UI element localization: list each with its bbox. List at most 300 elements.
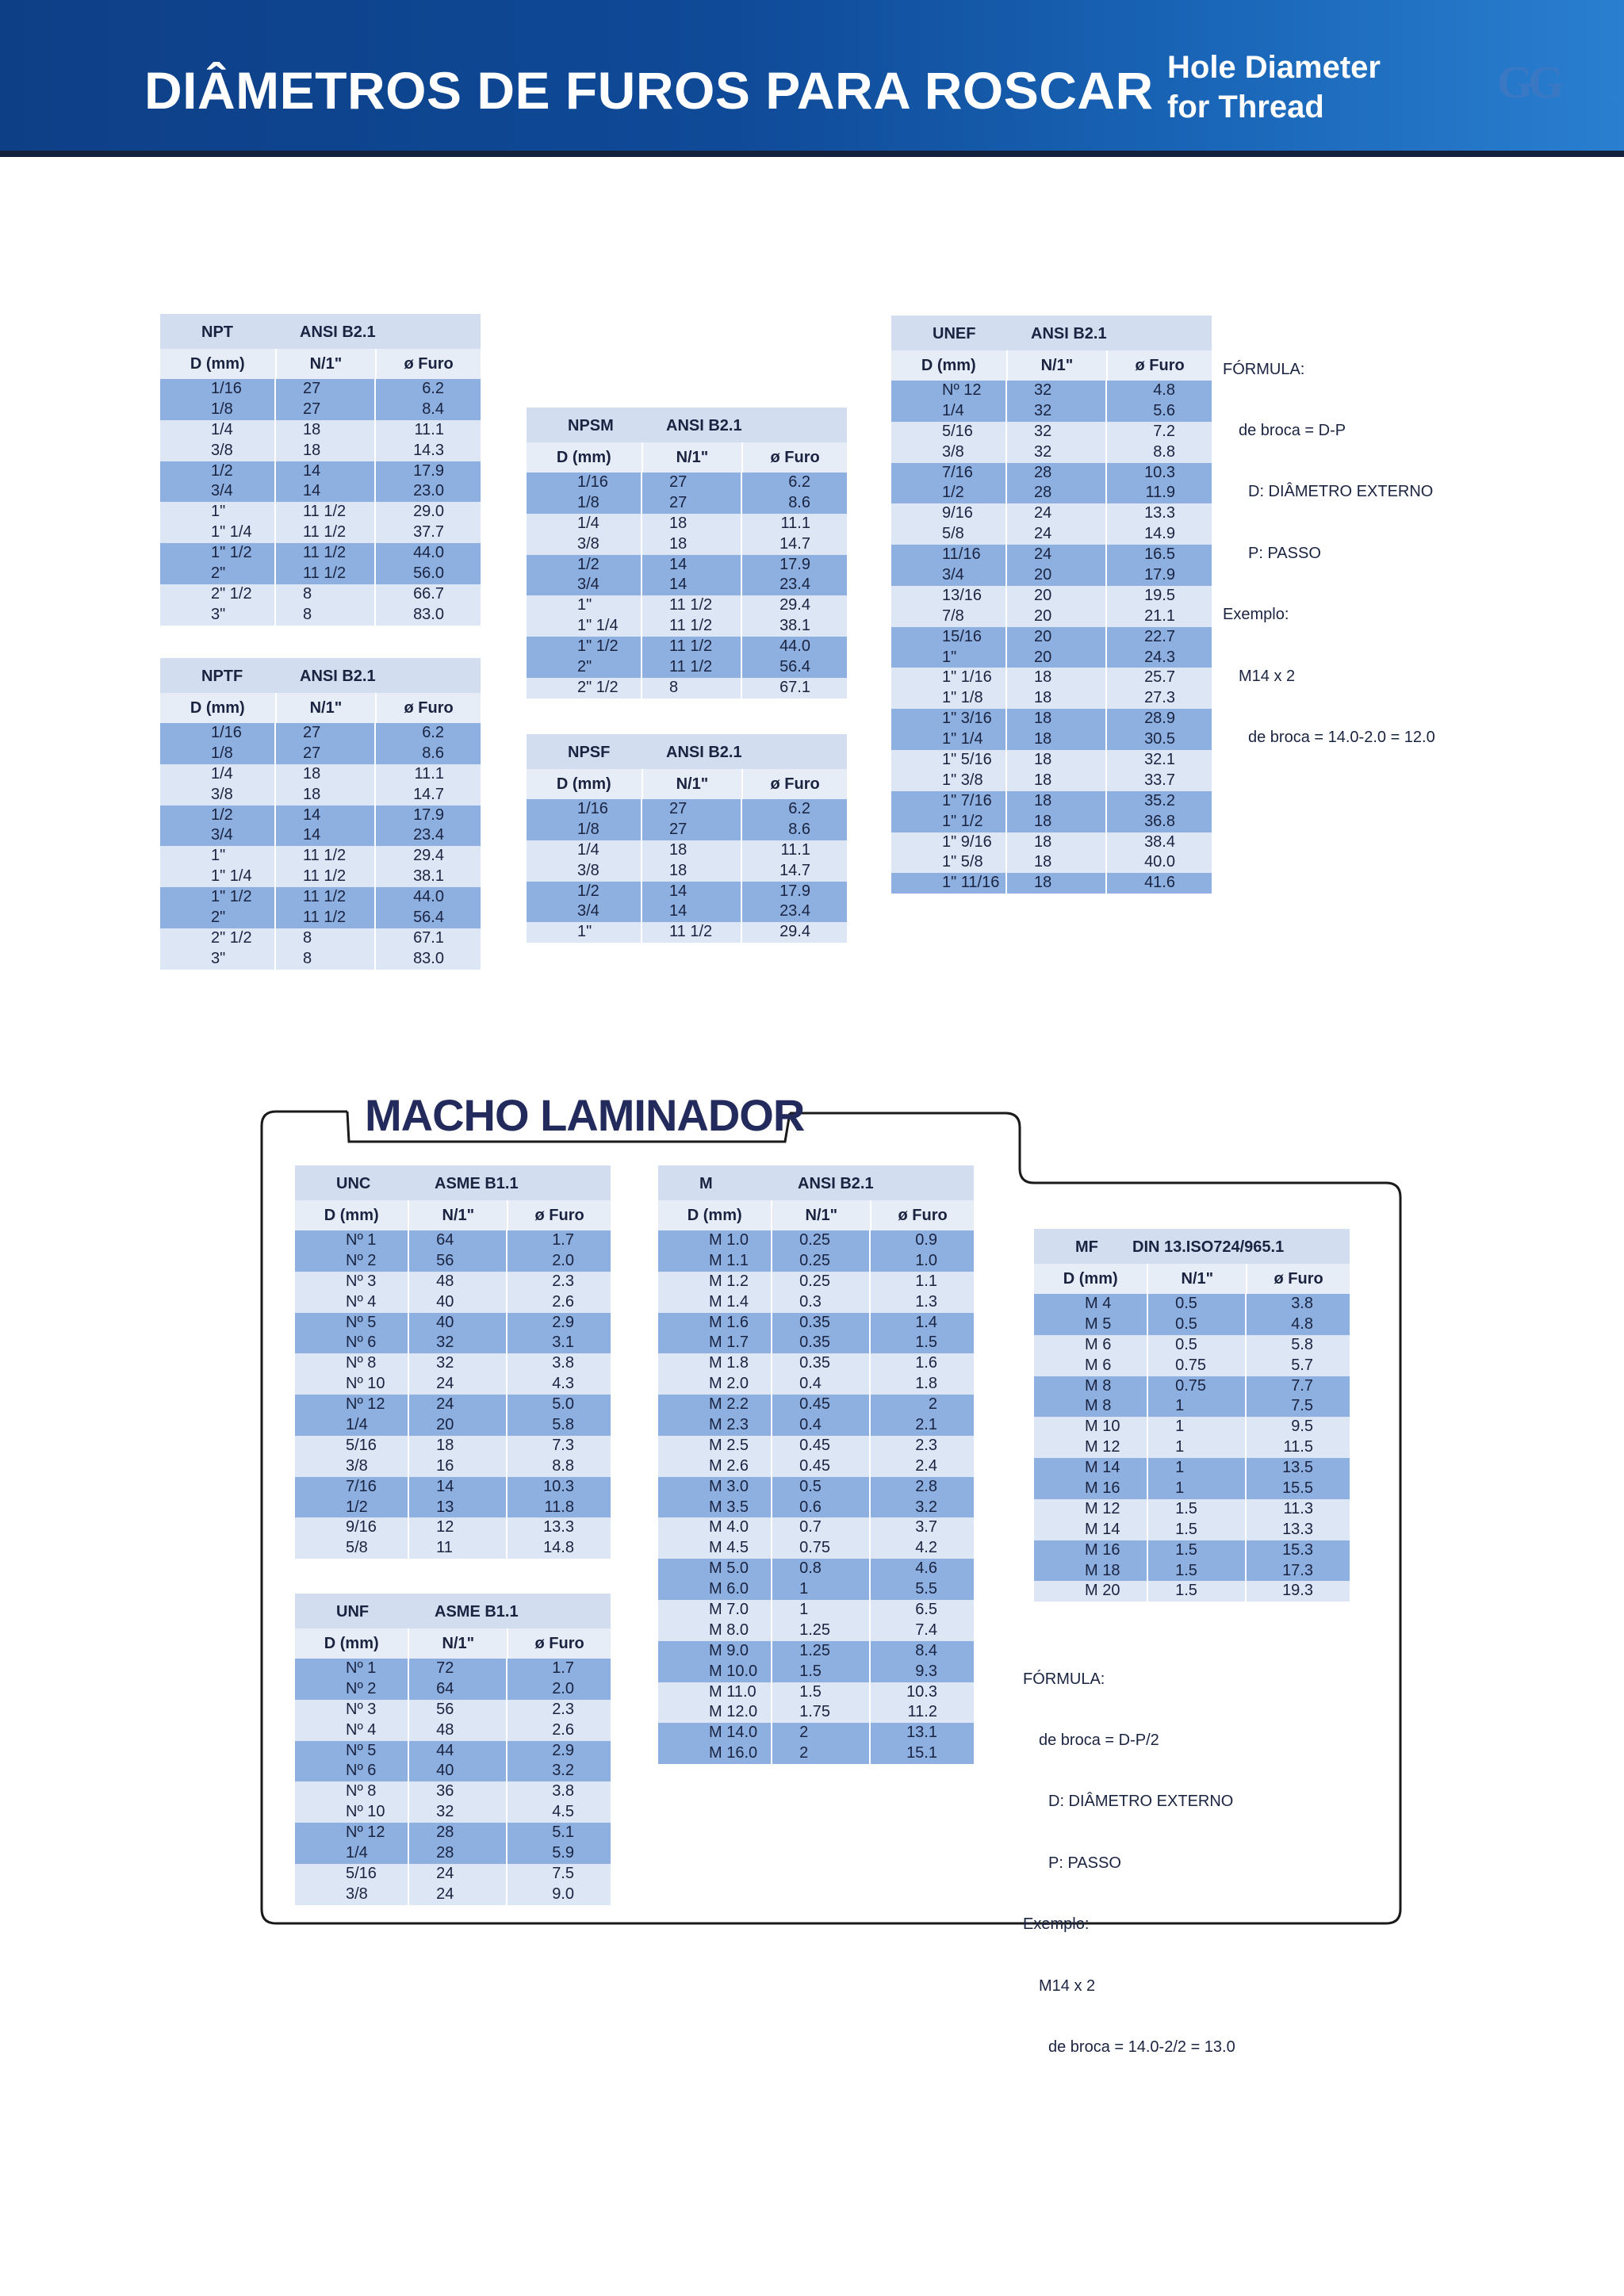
table-row — [295, 1741, 611, 1762]
cell-hole: 4.3 — [552, 1375, 574, 1393]
table-row — [160, 928, 481, 949]
table-row — [891, 545, 1212, 565]
cell-threads: 0.5 — [772, 1477, 871, 1498]
cell-threads: 0.5 — [1148, 1335, 1247, 1356]
cell-diameter: 5/16 — [891, 422, 1007, 442]
table-row — [160, 825, 481, 846]
table-mf — [1034, 1229, 1350, 1601]
cell-threads: 11 1/2 — [276, 502, 376, 522]
cell-threads: 0.75 — [1148, 1356, 1247, 1376]
cell-diameter: M 12 — [1034, 1437, 1148, 1458]
cell-diameter: 1" 9/16 — [891, 832, 1007, 853]
column-header-d: D (mm) — [295, 1628, 409, 1659]
cell-diameter: 3/8 — [160, 441, 276, 461]
table-row — [891, 648, 1212, 668]
cell-hole: 10.3 — [906, 1682, 937, 1701]
cell-hole: 19.5 — [1144, 586, 1175, 604]
cell-threads: 24 — [1007, 503, 1107, 524]
cell-threads: 27 — [642, 493, 742, 514]
cell-threads: 20 — [1007, 627, 1107, 648]
table-row — [658, 1559, 974, 1579]
table-unef — [891, 316, 1212, 894]
table-row — [295, 1659, 611, 1679]
cell-threads: 24 — [1007, 545, 1107, 565]
table-row — [891, 422, 1212, 442]
table-row — [891, 401, 1212, 422]
column-headers — [295, 1628, 611, 1659]
cell-hole: 6.2 — [422, 724, 444, 741]
cell-hole: 13.3 — [1144, 504, 1175, 522]
cell-hole: 17.9 — [1144, 566, 1175, 584]
cell-threads: 27 — [276, 400, 376, 420]
table-row — [658, 1456, 974, 1477]
cell-diameter: 2" 1/2 — [160, 928, 276, 949]
cell-threads: 0.5 — [1148, 1314, 1247, 1335]
table-row — [658, 1251, 974, 1272]
cell-hole: 5.1 — [552, 1823, 574, 1842]
cell-threads: 16 — [409, 1456, 508, 1477]
cell-threads: 18 — [276, 785, 376, 806]
cell-hole: 4.2 — [915, 1539, 937, 1557]
table-row — [295, 1251, 611, 1272]
table-npsf — [527, 734, 847, 943]
table-row — [295, 1761, 611, 1781]
table-row — [1034, 1520, 1350, 1540]
cell-threads: 24 — [409, 1374, 508, 1395]
cell-hole: 17.9 — [779, 882, 810, 900]
cell-diameter: 7/16 — [295, 1477, 409, 1498]
table-header — [527, 734, 847, 769]
cell-diameter: 1" 1/8 — [891, 688, 1007, 709]
cell-hole: 2.8 — [915, 1477, 937, 1495]
table-row — [295, 1313, 611, 1334]
cell-diameter: 1/16 — [527, 799, 642, 820]
cell-diameter: 5/16 — [295, 1436, 409, 1456]
table-row — [891, 627, 1212, 648]
cell-diameter: M 1.8 — [658, 1353, 772, 1374]
cell-hole: 14.9 — [1144, 525, 1175, 543]
example-result: de broca = 14.0-2.0 = 12.0 — [1248, 728, 1435, 746]
cell-threads: 72 — [409, 1659, 508, 1679]
table-row — [527, 575, 847, 595]
cell-hole: 44.0 — [779, 637, 810, 656]
cell-diameter: 1" 1/2 — [527, 637, 642, 657]
table-header — [295, 1165, 611, 1200]
cell-diameter: M 8 — [1034, 1376, 1148, 1397]
table-row — [160, 867, 481, 887]
cell-hole: 11.2 — [907, 1703, 937, 1721]
cell-threads: 28 — [409, 1843, 508, 1864]
table-row — [1034, 1437, 1350, 1458]
cell-hole: 2.6 — [552, 1292, 574, 1311]
cell-threads: 14 — [409, 1477, 508, 1498]
cell-threads: 18 — [1007, 668, 1107, 688]
cell-diameter: 1/8 — [160, 744, 276, 764]
table-row — [891, 463, 1212, 484]
cell-threads: 1 — [772, 1600, 871, 1621]
table-row — [658, 1600, 974, 1621]
cell-hole: 29.4 — [413, 847, 444, 865]
cell-threads: 1.5 — [772, 1662, 871, 1682]
cell-hole: 17.9 — [779, 555, 810, 573]
cell-hole: 25.7 — [1144, 668, 1175, 687]
table-row — [527, 901, 847, 922]
cell-threads: 18 — [409, 1436, 508, 1456]
cell-diameter: Nº 8 — [295, 1781, 409, 1802]
formula-top — [1223, 319, 1435, 769]
cell-hole: 15.3 — [1282, 1540, 1313, 1559]
cell-threads: 0.35 — [772, 1333, 871, 1353]
cell-threads: 0.25 — [772, 1230, 871, 1251]
cell-diameter: 2" 1/2 — [160, 584, 276, 605]
cell-threads: 27 — [642, 820, 742, 840]
cell-threads: 14 — [642, 901, 742, 922]
cell-hole: 38.1 — [413, 867, 444, 886]
cell-hole: 11.1 — [780, 840, 810, 859]
cell-threads: 11 1/2 — [276, 887, 376, 908]
table-row — [891, 771, 1212, 791]
cell-hole: 56.0 — [413, 564, 444, 583]
cell-diameter: 1" — [160, 846, 276, 867]
cell-threads: 1 — [1148, 1458, 1247, 1479]
cell-threads: 8 — [276, 584, 376, 605]
cell-hole: 27.3 — [1144, 689, 1175, 707]
cell-hole: 67.1 — [779, 678, 810, 696]
cell-hole: 3.2 — [552, 1762, 574, 1780]
table-row — [295, 1415, 611, 1436]
table-row — [527, 595, 847, 616]
column-header-d: D (mm) — [527, 769, 643, 799]
cell-hole: 29.0 — [413, 503, 444, 521]
cell-diameter: M 2.3 — [658, 1415, 772, 1436]
table-row — [891, 852, 1212, 873]
cell-diameter: 1" 1/16 — [891, 668, 1007, 688]
cell-diameter: Nº 12 — [295, 1823, 409, 1843]
table-row — [160, 461, 481, 482]
cell-threads: 0.8 — [772, 1559, 871, 1579]
cell-diameter: 3/4 — [527, 901, 642, 922]
column-header-n: N/1" — [643, 442, 744, 473]
table-row — [658, 1477, 974, 1498]
cell-hole: 11.3 — [1283, 1499, 1313, 1517]
cell-hole: 35.2 — [1144, 791, 1175, 809]
table-row — [891, 750, 1212, 771]
cell-diameter: 1" 11/16 — [891, 873, 1007, 894]
table-row — [891, 503, 1212, 524]
table-header — [891, 316, 1212, 350]
table-header — [160, 314, 481, 349]
column-header-furo: ø Furo — [898, 1207, 948, 1224]
cell-hole: 23.4 — [779, 902, 810, 920]
cell-diameter: M 12.0 — [658, 1702, 772, 1723]
cell-hole: 11.1 — [414, 420, 444, 438]
cell-threads: 32 — [409, 1333, 508, 1353]
cell-hole: 32.1 — [1144, 751, 1175, 769]
cell-threads: 40 — [409, 1761, 508, 1781]
table-row — [295, 1230, 611, 1251]
cell-threads: 1.5 — [1148, 1520, 1247, 1540]
cell-hole: 40.0 — [1144, 853, 1175, 871]
formula-expression: de broca = D-P — [1239, 421, 1346, 439]
cell-threads: 14 — [276, 481, 376, 502]
page-title: DIÂMETROS DE FUROS PARA ROSCAR — [144, 61, 1154, 120]
cell-hole: 83.0 — [413, 605, 444, 623]
cell-hole: 7.4 — [915, 1621, 937, 1639]
cell-threads: 36 — [409, 1781, 508, 1802]
cell-threads: 27 — [642, 799, 742, 820]
cell-threads: 13 — [409, 1498, 508, 1518]
cell-diameter: 7/8 — [891, 607, 1007, 627]
cell-threads: 8 — [276, 949, 376, 970]
cell-diameter: 3/8 — [160, 785, 276, 806]
cell-diameter: Nº 6 — [295, 1333, 409, 1353]
cell-hole: 11.1 — [414, 764, 444, 783]
cell-diameter: 1/4 — [295, 1415, 409, 1436]
table-name: NPSF — [568, 744, 611, 761]
table-row — [891, 565, 1212, 586]
cell-diameter: 3/8 — [295, 1885, 409, 1905]
column-header-furo: ø Furo — [770, 775, 820, 793]
cell-diameter: 1/8 — [527, 493, 642, 514]
cell-threads: 40 — [409, 1313, 508, 1334]
column-header-n: N/1" — [772, 1200, 871, 1230]
table-row — [658, 1415, 974, 1436]
table-name: NPT — [201, 323, 233, 341]
table-row — [295, 1456, 611, 1477]
formula-bottom — [1023, 1628, 1235, 2079]
table-row — [658, 1682, 974, 1703]
table-row — [658, 1395, 974, 1415]
table-row — [1034, 1314, 1350, 1335]
cell-threads: 18 — [1007, 812, 1107, 832]
formula-p-legend: P: PASSO — [1048, 1854, 1121, 1872]
cell-threads: 32 — [409, 1802, 508, 1823]
table-row — [527, 840, 847, 861]
cell-threads: 32 — [1007, 381, 1107, 401]
table-row — [658, 1517, 974, 1538]
cell-diameter: M 2.2 — [658, 1395, 772, 1415]
table-row — [891, 668, 1212, 688]
cell-threads: 18 — [276, 764, 376, 785]
table-row — [658, 1579, 974, 1600]
table-row — [295, 1864, 611, 1885]
cell-threads: 2 — [772, 1723, 871, 1743]
cell-hole: 22.7 — [1144, 627, 1175, 645]
cell-threads: 14 — [642, 882, 742, 902]
cell-threads: 11 1/2 — [642, 637, 742, 657]
cell-hole: 8.4 — [422, 400, 444, 418]
table-row — [295, 1781, 611, 1802]
cell-threads: 14 — [642, 575, 742, 595]
cell-hole: 2.3 — [552, 1272, 574, 1290]
cell-threads: 11 1/2 — [642, 922, 742, 943]
cell-hole: 6.2 — [788, 800, 810, 817]
cell-hole: 14.8 — [543, 1539, 574, 1557]
cell-hole: 5.6 — [1153, 401, 1175, 419]
cell-diameter: M 3.5 — [658, 1498, 772, 1518]
cell-threads: 8 — [642, 678, 742, 698]
cell-hole: 17.9 — [413, 806, 444, 824]
cell-threads: 18 — [1007, 709, 1107, 729]
cell-hole: 33.7 — [1144, 771, 1175, 789]
cell-diameter: 15/16 — [891, 627, 1007, 648]
cell-diameter: 1/4 — [527, 840, 642, 861]
cell-threads: 27 — [642, 473, 742, 493]
table-row — [527, 820, 847, 840]
table-name: NPSM — [568, 417, 614, 434]
cell-threads: 32 — [1007, 442, 1107, 463]
cell-hole: 15.5 — [1282, 1479, 1313, 1498]
cell-threads: 1.25 — [772, 1621, 871, 1641]
formula-d-legend: D: DIÂMETRO EXTERNO — [1048, 1793, 1234, 1811]
cell-threads: 18 — [1007, 852, 1107, 873]
table-row — [160, 949, 481, 970]
column-header-n: N/1" — [277, 349, 377, 379]
cell-diameter: M 8 — [1034, 1396, 1148, 1417]
cell-hole: 7.7 — [1291, 1376, 1313, 1395]
cell-threads: 0.3 — [772, 1292, 871, 1313]
cell-diameter: 3/8 — [527, 534, 642, 555]
cell-hole: 38.4 — [1144, 832, 1175, 851]
column-header-d: D (mm) — [658, 1200, 772, 1230]
cell-hole: 0.9 — [915, 1231, 937, 1249]
cell-diameter: 1" 7/16 — [891, 791, 1007, 812]
cell-diameter: M 6 — [1034, 1335, 1148, 1356]
cell-diameter: M 1.6 — [658, 1313, 772, 1334]
cell-hole: 6.5 — [915, 1601, 937, 1619]
cell-hole: 1.0 — [915, 1251, 937, 1269]
cell-threads: 0.25 — [772, 1251, 871, 1272]
cell-threads: 20 — [1007, 607, 1107, 627]
cell-diameter: 5/8 — [891, 524, 1007, 545]
cell-hole: 17.9 — [413, 461, 444, 480]
cell-hole: 3.8 — [552, 1782, 574, 1800]
cell-hole: 2 — [928, 1395, 937, 1414]
cell-hole: 14.7 — [413, 785, 444, 803]
cell-diameter: Nº 2 — [295, 1679, 409, 1700]
cell-hole: 9.3 — [915, 1662, 937, 1680]
table-row — [160, 441, 481, 461]
table-row — [527, 861, 847, 882]
cell-diameter: M 4.5 — [658, 1538, 772, 1559]
table-row — [295, 1517, 611, 1538]
table-row — [527, 514, 847, 534]
formula-expression: de broca = D-P/2 — [1039, 1731, 1159, 1749]
cell-threads: 11 1/2 — [276, 543, 376, 564]
column-header-d: D (mm) — [1034, 1264, 1148, 1294]
cell-hole: 2.6 — [552, 1720, 574, 1739]
cell-diameter: 1/16 — [160, 379, 276, 400]
cell-hole: 28.9 — [1144, 710, 1175, 728]
table-standard: ANSI B2.1 — [666, 417, 742, 434]
cell-hole: 3.2 — [915, 1498, 937, 1516]
cell-hole: 23.0 — [413, 482, 444, 500]
table-header — [527, 408, 847, 442]
column-header-furo: ø Furo — [404, 699, 454, 717]
table-standard: ANSI B2.1 — [1031, 325, 1107, 342]
cell-diameter: M 20 — [1034, 1581, 1148, 1601]
cell-diameter: M 2.5 — [658, 1436, 772, 1456]
cell-threads: 11 1/2 — [276, 908, 376, 928]
table-row — [891, 709, 1212, 729]
table-row — [891, 812, 1212, 832]
table-row — [527, 657, 847, 678]
cell-hole: 1.7 — [552, 1231, 574, 1249]
cell-diameter: Nº 1 — [295, 1659, 409, 1679]
cell-hole: 5.8 — [1291, 1335, 1313, 1353]
table-row — [527, 473, 847, 493]
table-nptf — [160, 658, 481, 970]
table-row — [658, 1436, 974, 1456]
table-row — [160, 481, 481, 502]
cell-hole: 5.8 — [552, 1416, 574, 1434]
table-row — [1034, 1561, 1350, 1582]
cell-diameter: M 1.4 — [658, 1292, 772, 1313]
cell-threads: 0.45 — [772, 1456, 871, 1477]
cell-hole: 5.0 — [552, 1395, 574, 1414]
cell-threads: 18 — [1007, 729, 1107, 750]
table-row — [891, 586, 1212, 607]
page-subtitle — [1167, 48, 1381, 127]
cell-threads: 1.5 — [1148, 1561, 1247, 1582]
table-row — [891, 832, 1212, 853]
table-standard: ANSI B2.1 — [798, 1175, 874, 1192]
cell-diameter: 3/8 — [527, 861, 642, 882]
cell-diameter: M 11.0 — [658, 1682, 772, 1703]
table-row — [527, 493, 847, 514]
cell-threads: 0.75 — [1148, 1376, 1247, 1397]
cell-hole: 2.3 — [915, 1436, 937, 1454]
cell-diameter: Nº 4 — [295, 1292, 409, 1313]
cell-hole: 67.1 — [413, 928, 444, 947]
cell-diameter: 1" 1/2 — [160, 543, 276, 564]
cell-diameter: M 9.0 — [658, 1641, 772, 1662]
table-row — [160, 543, 481, 564]
cell-diameter: Nº 12 — [295, 1395, 409, 1415]
cell-threads: 1.5 — [1148, 1499, 1247, 1520]
cell-hole: 16.5 — [1144, 545, 1175, 564]
cell-diameter: 1" 1/4 — [527, 616, 642, 637]
cell-threads: 0.6 — [772, 1498, 871, 1518]
cell-threads: 48 — [409, 1272, 508, 1292]
cell-diameter: 1" 5/16 — [891, 750, 1007, 771]
cell-diameter: Nº 5 — [295, 1313, 409, 1334]
table-row — [295, 1720, 611, 1741]
table-name: M — [699, 1175, 713, 1192]
table-row — [891, 524, 1212, 545]
table-row — [891, 873, 1212, 894]
table-row — [160, 400, 481, 420]
cell-threads: 0.35 — [772, 1353, 871, 1374]
column-header-n: N/1" — [643, 769, 744, 799]
cell-hole: 8.8 — [552, 1456, 574, 1475]
table-row — [891, 381, 1212, 401]
table-row — [295, 1374, 611, 1395]
cell-threads: 11 1/2 — [642, 595, 742, 616]
table-row — [891, 729, 1212, 750]
table-row — [160, 605, 481, 626]
cell-hole: 13.5 — [1282, 1459, 1313, 1477]
cell-threads: 27 — [276, 723, 376, 744]
cell-diameter: 1" 1/2 — [160, 887, 276, 908]
cell-hole: 9.5 — [1291, 1418, 1313, 1436]
cell-diameter: 2" — [160, 564, 276, 584]
cell-hole: 1.3 — [915, 1292, 937, 1311]
cell-diameter: 2" — [160, 908, 276, 928]
cell-threads: 64 — [409, 1679, 508, 1700]
cell-threads: 18 — [276, 420, 376, 441]
example-result: de broca = 14.0-2/2 = 13.0 — [1048, 2038, 1235, 2056]
